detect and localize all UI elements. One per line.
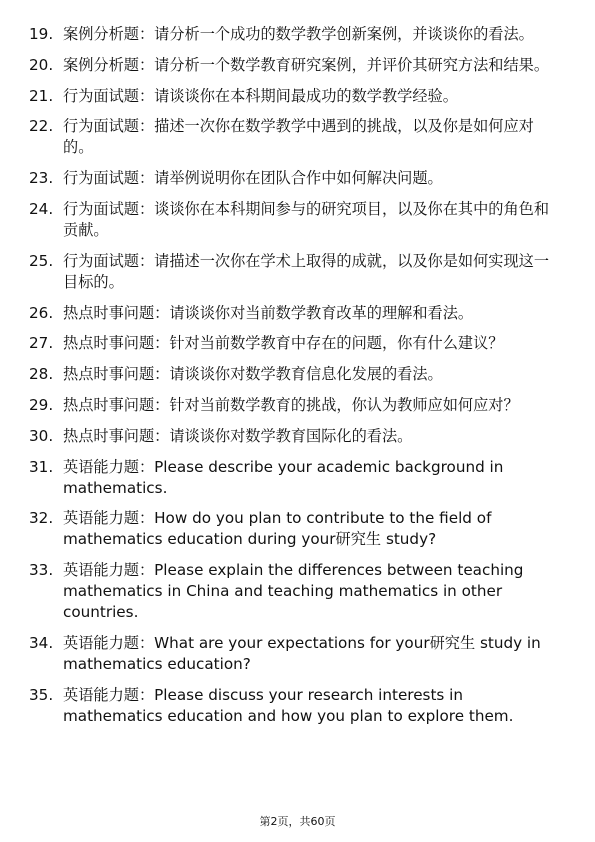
question-number: 30. <box>29 426 54 445</box>
question-number: 32. <box>29 509 54 528</box>
question-text: 案例分析题：请分析一个成功的数学教学创新案例，并谈谈你的看法。 <box>63 25 534 43</box>
question-number: 33. <box>29 561 54 580</box>
question-item <box>0 560 595 623</box>
question-item <box>0 364 595 385</box>
question-text: 案例分析题：请分析一个数学教育研究案例，并评价其研究方法和结果。 <box>63 55 549 74</box>
question-item <box>0 303 595 324</box>
question-text: 英语能力题：Please describe your academic background in mathematics. <box>63 457 504 497</box>
question-text: 热点时事问题：请谈谈你对数学教育信息化发展的看法。 <box>63 365 443 384</box>
question-number: 28. <box>29 365 54 384</box>
question-text: 英语能力题：How do you plan to contribute to the field of mathematics education during your研究生 study? <box>63 509 492 549</box>
question-item <box>0 426 595 447</box>
question-number: 23. <box>29 169 54 188</box>
question-number: 19. <box>29 25 54 43</box>
question-item <box>0 457 595 499</box>
question-number: 24. <box>29 199 54 218</box>
question-item <box>0 333 595 354</box>
question-number: 34. <box>29 633 54 652</box>
question-text: 行为面试题：请举例说明你在团队合作中如何解决问题。 <box>63 169 443 188</box>
question-text: 热点时事问题：请谈谈你对数学教育国际化的看法。 <box>63 426 413 445</box>
question-text: 行为面试题：描述一次你在数学教学中遇到的挑战，以及你是如何应对的。 <box>63 117 534 157</box>
question-item <box>0 86 595 107</box>
question-item <box>0 685 595 727</box>
question-text: 行为面试题：请谈谈你在本科期间最成功的数学教学经验。 <box>63 86 458 105</box>
question-text: 热点时事问题：针对当前数学教育中存在的问题，你有什么建议？ <box>63 334 504 353</box>
page-footer: 第2页，共60页 <box>259 815 336 828</box>
question-text: 英语能力题：Please discuss your research interests in mathematics education and how you plan to explore them. <box>63 685 514 725</box>
question-number: 21. <box>29 86 54 105</box>
question-text: 热点时事问题：针对当前数学教育的挑战，你认为教师应如何应对？ <box>63 395 519 414</box>
question-item <box>0 116 595 158</box>
question-text: 英语能力题：Please explain the differences between teaching mathematics in China and teaching mathematics in other countries. <box>63 561 524 622</box>
question-list <box>0 24 595 737</box>
question-item <box>0 508 595 550</box>
question-number: 31. <box>29 457 54 476</box>
question-item <box>0 55 595 76</box>
question-item <box>0 168 595 189</box>
question-number: 26. <box>29 303 54 322</box>
question-item <box>0 251 595 293</box>
question-item <box>0 199 595 241</box>
question-text: 英语能力题：What are your expectations for your研究生 study in mathematics education? <box>63 633 541 673</box>
question-number: 27. <box>29 334 54 353</box>
question-item <box>0 395 595 416</box>
question-text: 热点时事问题：请谈谈你对当前数学教育改革的理解和看法。 <box>63 303 474 322</box>
question-number: 20. <box>29 55 54 74</box>
question-item <box>0 24 595 45</box>
question-number: 25. <box>29 251 54 270</box>
question-text: 行为面试题：请描述一次你在学术上取得的成就，以及你是如何实现这一目标的。 <box>63 251 549 291</box>
question-number: 29. <box>29 395 54 414</box>
question-number: 35. <box>29 685 54 704</box>
question-text: 行为面试题：谈谈你在本科期间参与的研究项目，以及你在其中的角色和贡献。 <box>63 199 549 239</box>
question-number: 22. <box>29 117 54 136</box>
question-item <box>0 633 595 675</box>
